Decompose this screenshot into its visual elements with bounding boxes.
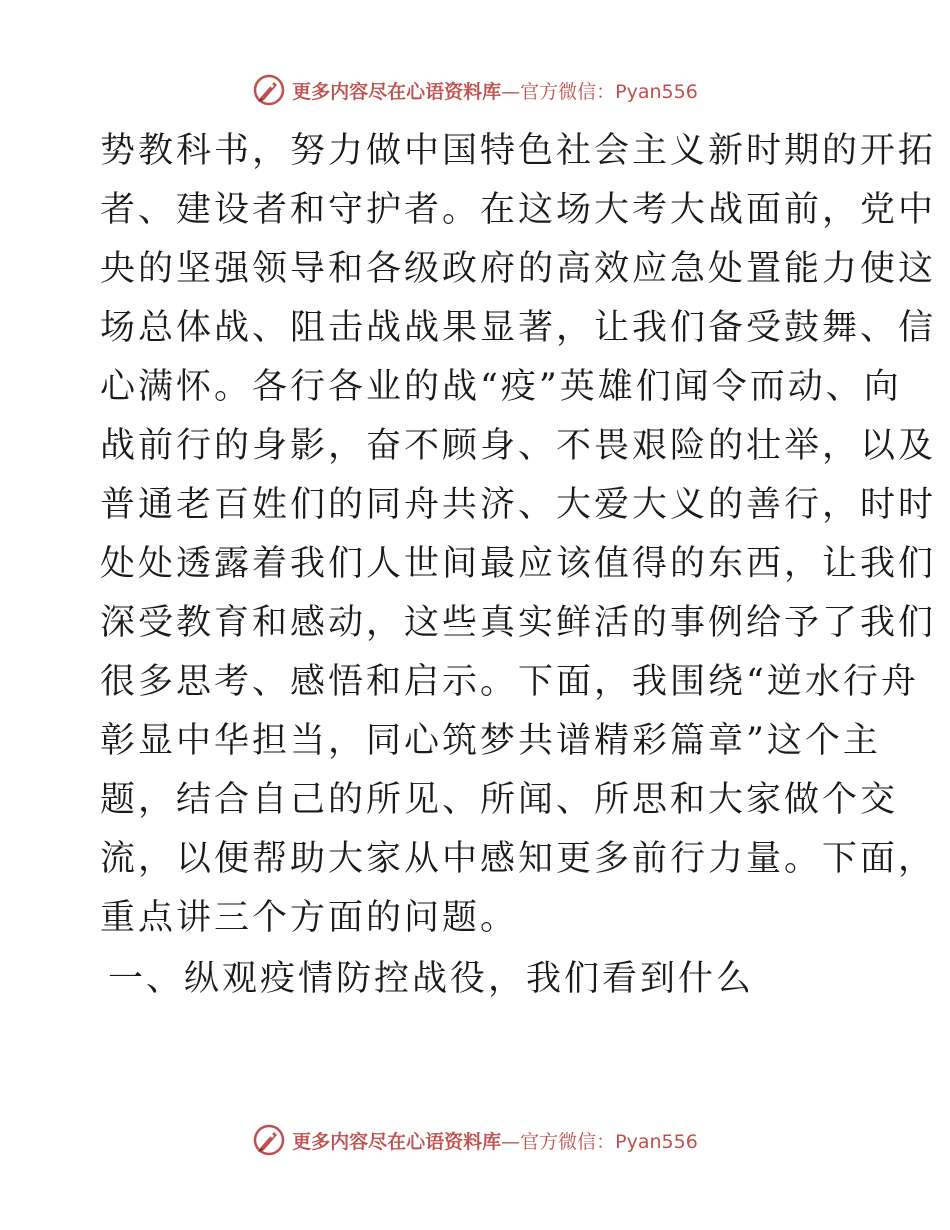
- paragraph-line: 场总体战、阻击战战果显著，让我们备受鼓舞、信: [100, 308, 937, 348]
- banner-wechat: 官方微信：Pyan556: [520, 80, 698, 103]
- pen-nib-logo-icon: [252, 73, 286, 107]
- paragraph-line: 彰显中华担当，同心筑梦共谱精彩篇章”这个主: [100, 721, 881, 761]
- paragraph-line: 流，以便帮助大家从中感知更多前行力量。下面，: [100, 839, 937, 879]
- banner-dash: —: [501, 80, 521, 103]
- paragraph-line: 者、建设者和守护者。在这场大考大战面前，党中: [100, 190, 937, 230]
- paragraph-line: 深受教育和感动，这些真实鲜活的事例给予了我们: [100, 603, 937, 643]
- pen-nib-logo-icon: [252, 1123, 286, 1157]
- paragraph-line: 势教科书，努力做中国特色社会主义新时期的开拓: [100, 131, 937, 171]
- paragraph-line: 重点讲三个方面的问题。: [100, 898, 519, 938]
- paragraph-line: 心满怀。各行各业的战“疫”英雄们闻令而动、向: [100, 367, 902, 407]
- paragraph-line: 题，结合自己的所见、所闻、所思和大家做个交: [100, 780, 899, 820]
- banner-slogan: 更多内容尽在心语资料库: [292, 80, 502, 103]
- footer-banner: [0, 1120, 950, 1160]
- paragraph-line: 普通老百姓们的同舟共济、大爱大义的善行，时时: [100, 485, 937, 525]
- banner-text: [292, 77, 698, 104]
- paragraph-line: 战前行的身影，奋不顾身、不畏艰险的壮举，以及: [100, 426, 937, 466]
- banner-dash: —: [501, 1130, 521, 1153]
- section-heading: 一、纵观疫情防控战役，我们看到什么: [108, 959, 755, 999]
- header-banner: [0, 70, 950, 110]
- banner-slogan: 更多内容尽在心语资料库: [292, 1130, 502, 1153]
- banner-text: [292, 1127, 698, 1154]
- banner-wechat: 官方微信：Pyan556: [520, 1130, 698, 1153]
- paragraph-line: 处处透露着我们人世间最应该值得的东西，让我们: [100, 544, 937, 584]
- paragraph-line: 央的坚强领导和各级政府的高效应急处置能力使这: [100, 249, 937, 289]
- body-paragraph: [100, 122, 937, 948]
- paragraph-line: 很多思考、感悟和启示。下面，我围绕“逆水行舟: [100, 662, 919, 702]
